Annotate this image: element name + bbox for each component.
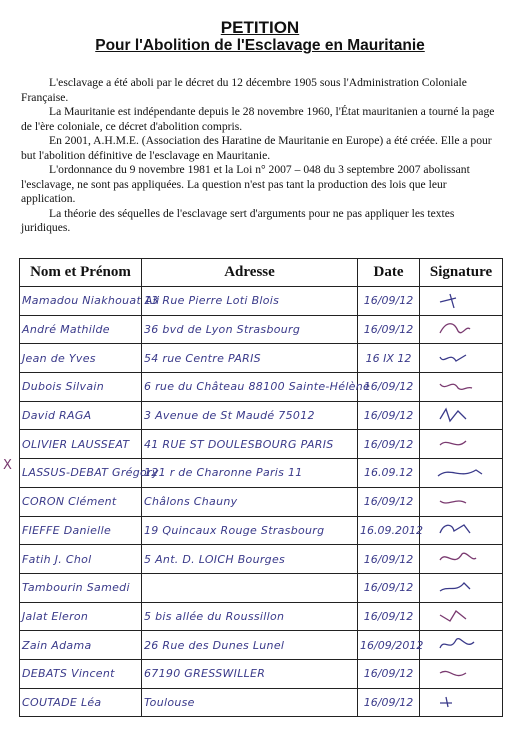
table-row — [20, 287, 503, 316]
paragraph: L'esclavage a été aboli par le décret du 12 décembre 1905 sous l'Administration Coloniale Française. — [21, 76, 467, 104]
table-row — [20, 573, 503, 602]
table-row — [20, 631, 503, 660]
signer-address: 26 Rue des Dunes Lunel — [142, 631, 358, 660]
signature-stroke — [440, 611, 466, 621]
signer-name: LASSUS-DEBAT Grégory — [20, 459, 142, 488]
signature-date: 16/09/12 — [358, 573, 420, 602]
signature-stroke — [440, 384, 472, 389]
column-header-address: Adresse — [142, 259, 358, 287]
column-header-name: Nom et Prénom — [20, 259, 142, 287]
signature-stroke — [440, 553, 476, 560]
handwritten-signature — [420, 459, 503, 488]
signer-address: 3 Avenue de St Maudé 75012 — [142, 401, 358, 430]
signer-address: 6 rue du Château 88100 Sainte-Hélène — [142, 373, 358, 402]
column-header-date: Date — [358, 259, 420, 287]
signer-address: 13 Rue Pierre Loti Blois — [142, 287, 358, 316]
handwritten-signature — [420, 516, 503, 545]
signer-name: Jalat Eleron — [20, 602, 142, 631]
margin-mark: X — [3, 458, 12, 473]
signature-stroke — [440, 409, 466, 421]
signer-address: 121 r de Charonne Paris 11 — [142, 459, 358, 488]
signature-stroke — [440, 697, 452, 707]
signature-stroke — [440, 583, 470, 591]
table-row — [20, 487, 503, 516]
table-row — [20, 401, 503, 430]
signer-name: Mamadou Niakhouat Ali — [20, 287, 142, 316]
signature-rows — [20, 287, 503, 717]
handwritten-signature — [420, 430, 503, 459]
signer-name: Jean de Yves — [20, 344, 142, 373]
signer-name: Dubois Silvain — [20, 373, 142, 402]
signer-name: André Mathilde — [20, 315, 142, 344]
signature-stroke — [440, 501, 466, 503]
signer-name: OLIVIER LAUSSEAT — [20, 430, 142, 459]
signature-scribble — [436, 663, 486, 685]
signature-scribble — [436, 634, 486, 656]
signature-scribble — [436, 691, 486, 713]
table-row — [20, 344, 503, 373]
signature-date: 16/09/12 — [358, 688, 420, 717]
table-row — [20, 659, 503, 688]
signer-name: Zain Adama — [20, 631, 142, 660]
signer-name: COUTADE Léa — [20, 688, 142, 717]
signer-address: 41 RUE ST DOULESBOURG PARIS — [142, 430, 358, 459]
signature-scribble — [436, 491, 486, 513]
signature-date: 16.09.12 — [358, 459, 420, 488]
signature-table — [19, 258, 503, 717]
signer-name: FIEFFE Danielle — [20, 516, 142, 545]
signer-address: Toulouse — [142, 688, 358, 717]
paragraph: La Mauritanie est indépendante depuis le 28 novembre 1960, l'État mauritanien a tourné la page de l'ère coloniale, ce décret d'abolition compris. — [21, 105, 495, 133]
signature-scribble — [436, 577, 486, 599]
signer-address: 5 bis allée du Roussillon — [142, 602, 358, 631]
signer-name: Fatih J. Chol — [20, 545, 142, 574]
signature-date: 16/09/12 — [358, 602, 420, 631]
handwritten-signature — [420, 573, 503, 602]
table-header-row — [20, 259, 503, 287]
paragraph: La théorie des séquelles de l'esclavage sert d'arguments pour ne pas appliquer les textes juridiques. — [21, 206, 455, 234]
signer-address: 54 rue Centre PARIS — [142, 344, 358, 373]
signer-address: Châlons Chauny — [142, 487, 358, 516]
petition-text — [21, 76, 501, 236]
signature-scribble — [436, 405, 486, 427]
table-row — [20, 373, 503, 402]
page-title: PETITION — [220, 18, 300, 37]
signature-date: 16 IX 12 — [358, 344, 420, 373]
signature-scribble — [436, 376, 486, 398]
table-row — [20, 545, 503, 574]
signature-date: 16/09/12 — [358, 430, 420, 459]
signer-address — [142, 573, 358, 602]
signature-stroke — [440, 323, 470, 332]
signature-stroke — [440, 355, 466, 361]
signature-scribble — [436, 347, 486, 369]
signature-date: 16/09/2012 — [358, 631, 420, 660]
handwritten-signature — [420, 631, 503, 660]
signature-scribble — [436, 290, 486, 312]
table-row — [20, 688, 503, 717]
signer-name: DEBATS Vincent — [20, 659, 142, 688]
signature-date: 16.09.2012 — [358, 516, 420, 545]
signer-name: CORON Clément — [20, 487, 142, 516]
signature-date: 16/09/12 — [358, 287, 420, 316]
page-subtitle: Pour l'Abolition de l'Esclavage en Mauritanie — [95, 37, 425, 54]
handwritten-signature — [420, 659, 503, 688]
signature-stroke — [440, 441, 466, 445]
signature-date: 16/09/12 — [358, 487, 420, 516]
signature-scribble — [436, 548, 486, 570]
signature-date: 16/09/12 — [358, 659, 420, 688]
handwritten-signature — [420, 287, 503, 316]
table-row — [20, 459, 503, 488]
paragraph: L'ordonnance du 9 novembre 1981 et la Loi n° 2007 – 048 du 3 septembre 2007 abolissant l'esclavage, ne sont pas appliquées. La question n'est pas tant la production des lois que leur application. — [21, 163, 470, 205]
signature-stroke — [440, 639, 474, 648]
signature-date: 16/09/12 — [358, 315, 420, 344]
signature-scribble — [436, 605, 486, 627]
handwritten-signature — [420, 487, 503, 516]
signature-date: 16/09/12 — [358, 401, 420, 430]
signature-scribble — [436, 433, 486, 455]
signature-scribble — [436, 319, 486, 341]
signature-stroke — [440, 294, 456, 308]
signature-scribble — [436, 462, 486, 484]
handwritten-signature — [420, 688, 503, 717]
signature-date: 16/09/12 — [358, 545, 420, 574]
signer-address: 19 Quincaux Rouge Strasbourg — [142, 516, 358, 545]
signer-name: Tambourin Samedi — [20, 573, 142, 602]
signer-name: David RAGA — [20, 401, 142, 430]
table-row — [20, 315, 503, 344]
handwritten-signature — [420, 344, 503, 373]
signer-address: 67190 GRESSWILLER — [142, 659, 358, 688]
handwritten-signature — [420, 315, 503, 344]
table-row — [20, 602, 503, 631]
paragraph: En 2001, A.H.M.E. (Association des Haratine de Mauritanie en Europe) a été créée. Elle a pour but l'abolition définitive de l'esclavage en Mauritanie. — [21, 134, 492, 162]
signer-address: 5 Ant. D. LOICH Bourges — [142, 545, 358, 574]
signature-stroke — [440, 671, 466, 675]
signer-address: 36 bvd de Lyon Strasbourg — [142, 315, 358, 344]
table-row — [20, 430, 503, 459]
handwritten-signature — [420, 373, 503, 402]
table-row — [20, 516, 503, 545]
handwritten-signature — [420, 602, 503, 631]
signature-stroke — [440, 525, 470, 533]
handwritten-signature — [420, 545, 503, 574]
signature-stroke — [438, 470, 482, 476]
signature-scribble — [436, 519, 486, 541]
signature-date: 16/09/12 — [358, 373, 420, 402]
column-header-signature: Signature — [420, 259, 503, 287]
handwritten-signature — [420, 401, 503, 430]
